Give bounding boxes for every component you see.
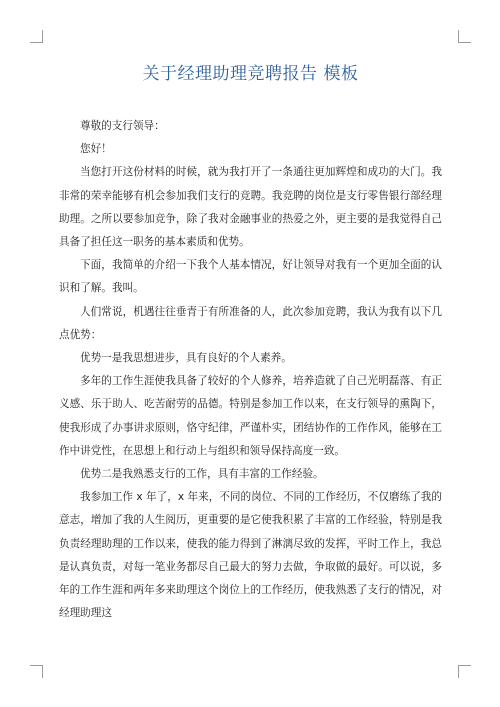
paragraph-advantage-one-body: 多年的工作生涯使我具备了较好的个人修养，培养造就了自己光明磊落、有正义感、乐于助人、吃苦耐劳的品德。特别是参加工作以来，在支行领导的熏陶下，使我形成了办事讲求原则，恪守纪律，严谨朴实，团结协作的工作作风，能够在工作中讲党性，在思想上和行动上与组织和领导保持高度一致。 xyxy=(59,375,442,457)
paragraph-advantage-one-heading: 优势一是我思想进步，具有良好的个人素养。 xyxy=(80,352,292,365)
crop-mark-bottom-left xyxy=(30,665,43,678)
document-title: 关于经理助理竞聘报告 模板 xyxy=(142,64,359,84)
crop-mark-bottom-right xyxy=(458,665,471,678)
paragraph-advantage-two-body: 我参加工作 x 年了，x 年来，不同的岗位、不同的工作经历，不仅磨练了我的意志，增加了我的人生阅历，更重要的是它使我积累了丰富的工作经验，特别是我负责经理助理的工作以来，使我的能力得到了淋漓尽致的发挥，平时工作上，我总是认真负责，对每一笔业务都尽自己最大的努力去做，争取做的最好。可以说，多年的工作生涯和两年多来助理这个岗位上的工作经历，使我熟悉了支行的情况，对经理助理这 xyxy=(59,491,442,620)
paragraph-salutation: 尊敬的支行领导： xyxy=(80,120,165,132)
document-body xyxy=(59,115,442,625)
paragraph-advantage-two-heading: 优势二是我熟悉支行的工作，具有丰富的工作经验。 xyxy=(80,468,324,481)
crop-mark-top-right xyxy=(458,30,471,43)
paragraph-advantages-lead: 人们常说，机遇往往垂青于有所准备的人，此次参加竞聘，我认为我有以下几点优势： xyxy=(59,305,442,341)
crop-mark-top-left xyxy=(30,30,43,43)
document-page xyxy=(59,62,442,625)
paragraph-self-intro: 下面，我简单的介绍一下我个人基本情况，好让领导对我有一个更加全面的认识和了解。我叫。 xyxy=(59,259,442,295)
paragraph-greeting: 您好！ xyxy=(80,143,112,156)
paragraph-intro: 当您打开这份材料的时候，就为我打开了一条通往更加辉煌和成功的大门。我非常的荣幸能够有机会参加我们支行的竞聘。我竞聘的岗位是支行零售银行部经理助理。之所以要参加竞争，除了我对金融事业的热爱之外，更主要的是我觉得自己具备了担任这一职务的基本素质和优势。 xyxy=(59,166,442,249)
